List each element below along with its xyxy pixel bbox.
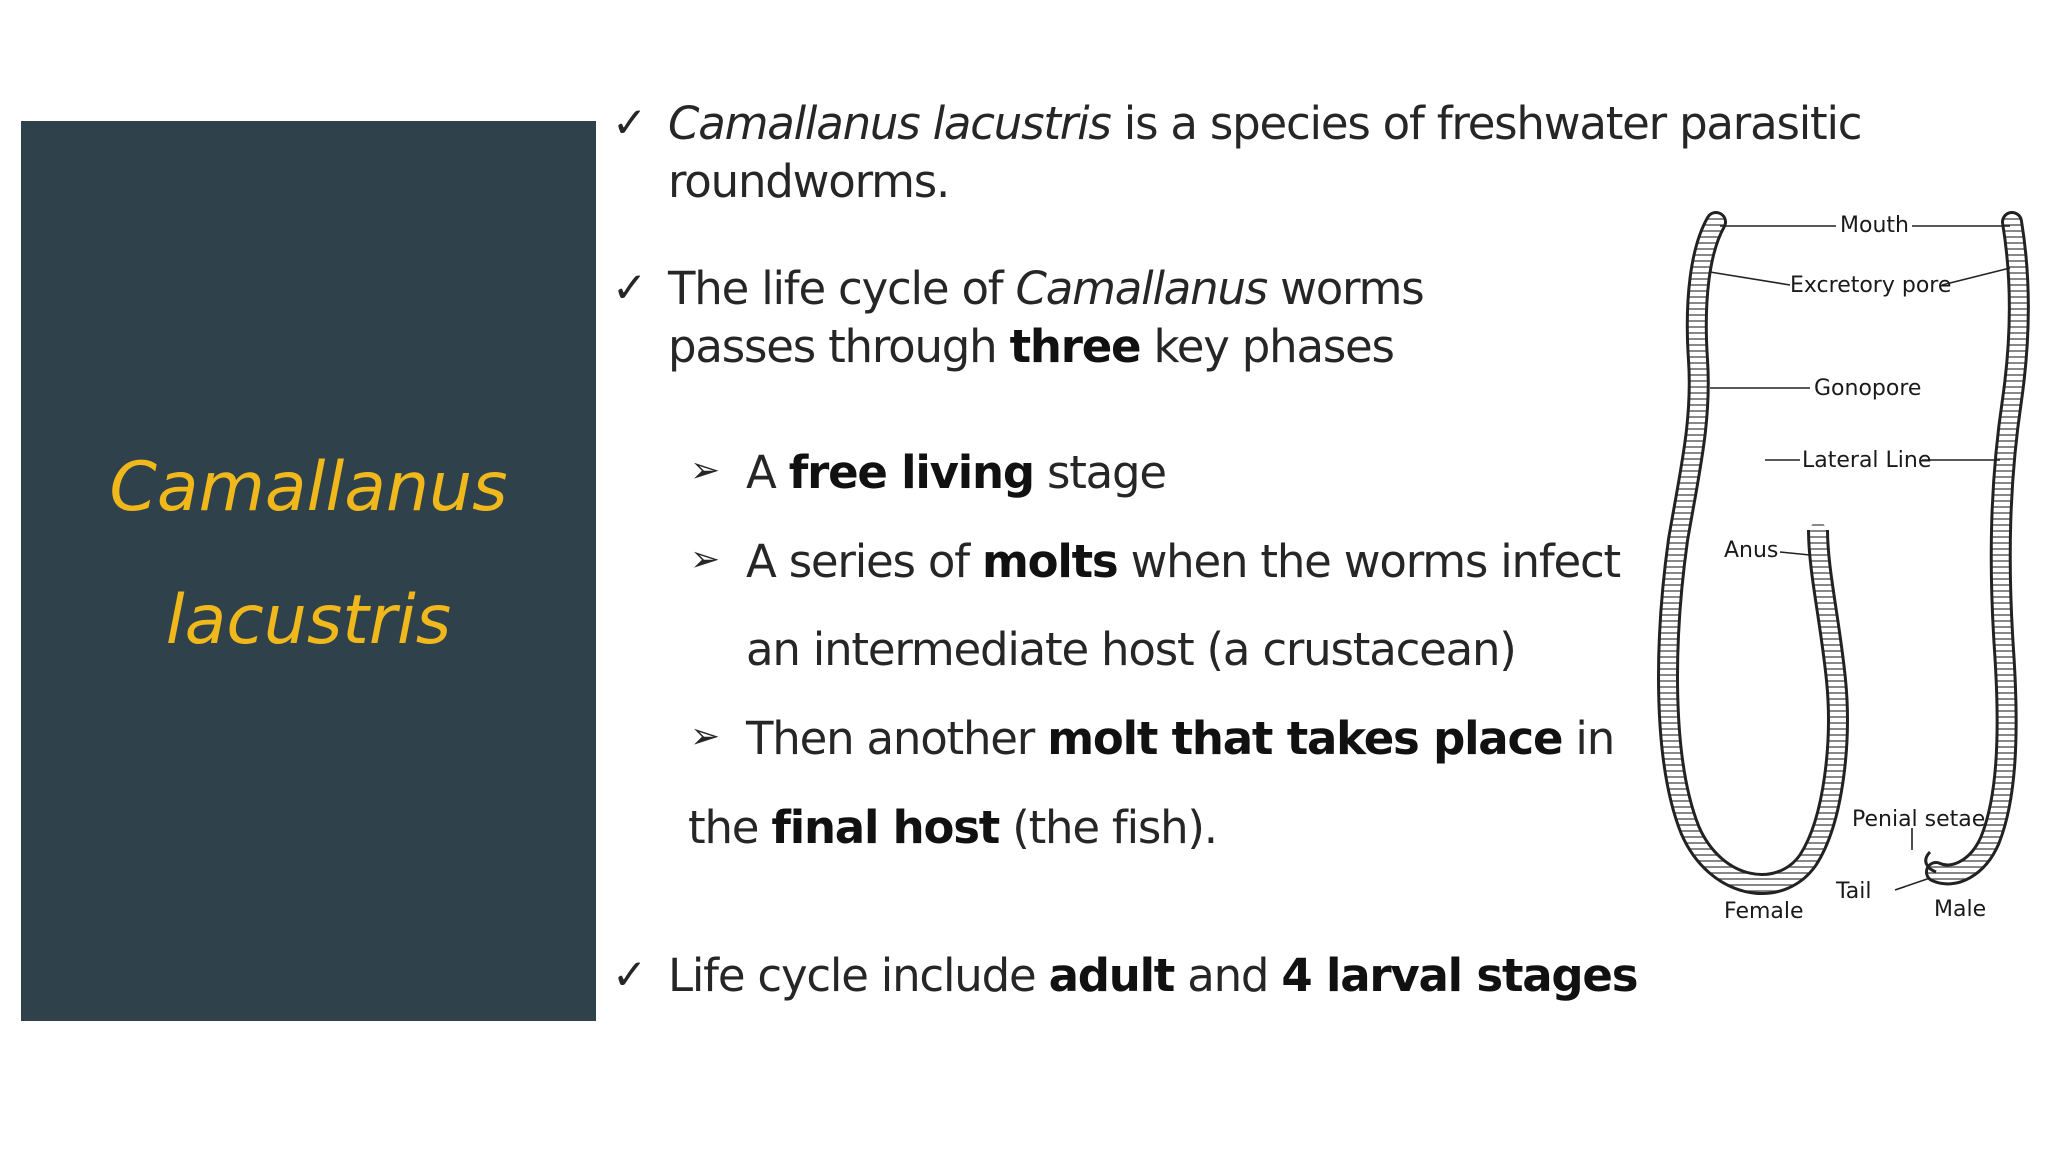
arrow-icon: ➢ (690, 716, 721, 757)
title-panel (21, 121, 596, 1021)
check-icon: ✓ (612, 98, 648, 147)
label-penial-setae: Penial setae (1852, 807, 1986, 832)
sub-bullet-3-line1: Then another molt that takes place in (746, 712, 1615, 765)
species-name: Camallanus lacustris (668, 97, 1111, 150)
worm-diagram (1640, 200, 2048, 970)
check-icon: ✓ (612, 263, 648, 312)
label-tail: Tail (1836, 879, 1872, 904)
bullet-1-line1 (668, 97, 1861, 150)
check-icon: ✓ (612, 950, 648, 999)
bullet-1-line2: roundworms. (668, 155, 950, 208)
sub-bullet-3-line2: the final host (the fish). (688, 801, 1217, 854)
label-anus: Anus (1724, 538, 1779, 563)
arrow-icon: ➢ (690, 539, 721, 580)
genus-name: Camallanus (1015, 262, 1268, 315)
bullet-2-line1: The life cycle of Camallanus worms (668, 262, 1424, 315)
arrow-icon: ➢ (690, 450, 721, 491)
label-male: Male (1934, 897, 1987, 922)
panel-title-line2: lacustris (165, 581, 452, 660)
label-female: Female (1724, 899, 1804, 924)
bullet-2-line2: passes through three key phases (668, 320, 1394, 373)
bullet-1-text: is a species of freshwater parasitic (1110, 97, 1862, 150)
sub-bullet-2-line2: an intermediate host (a crustacean) (746, 623, 1516, 676)
label-lateral-line: Lateral Line (1802, 448, 1932, 473)
label-excretory-pore: Excretory pore (1790, 273, 1952, 298)
sub-bullet-1: A free living stage (746, 446, 1166, 499)
panel-title-line1: Camallanus (109, 448, 508, 527)
label-mouth: Mouth (1840, 213, 1909, 238)
bullet-3: Life cycle include adult and 4 larval stages (668, 949, 1638, 1002)
male-worm (1926, 222, 2019, 874)
sub-bullet-2-line1: A series of molts when the worms infect (746, 535, 1620, 588)
label-gonopore: Gonopore (1814, 376, 1922, 401)
